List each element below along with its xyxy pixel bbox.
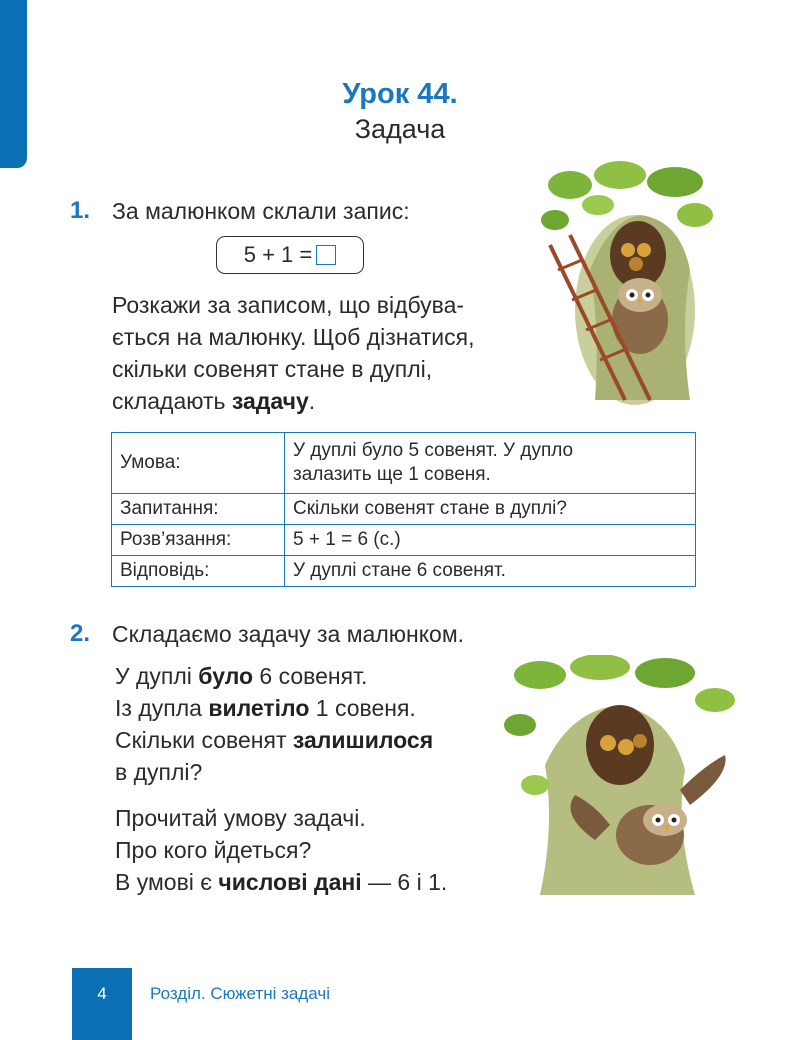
task-2-line-7 (115, 867, 447, 898)
table-label: Умова: (112, 433, 285, 494)
task-table (111, 432, 696, 587)
owl-tree-ladder-icon (540, 160, 715, 405)
table-value-line: залазить ще 1 совеня. (293, 464, 491, 485)
table-value: У дуплі стане 6 совенят. (285, 556, 696, 587)
bold-term: вилетіло (208, 695, 310, 721)
task-1-line-2: ється на малюнку. Щоб дізнатися, (112, 324, 475, 350)
table-row (112, 433, 696, 494)
line-text: У дуплі (115, 663, 199, 689)
line-text: Із дупла (115, 695, 209, 721)
bold-term: залишилося (292, 727, 434, 753)
line-text: В умові є (115, 869, 219, 895)
owl-flying-tree-icon (500, 655, 738, 895)
footer-page-tab (72, 968, 132, 1040)
line-text: — 6 і 1. (361, 869, 448, 895)
table-value-line: У дуплі було 5 совенят. У дупло (293, 440, 574, 461)
line-text: Скільки совенят (115, 727, 293, 753)
task-1-line-4 (112, 386, 315, 417)
task-1-number: 1. (70, 197, 91, 224)
table-value: 5 + 1 = 6 (с.) (285, 525, 696, 556)
table-row (112, 556, 696, 587)
line-text: 6 совенят. (253, 663, 368, 689)
task-2-line-5: Прочитай умову задачі. (115, 805, 366, 831)
task-2-intro: Складаємо задачу за малюнком. (112, 621, 465, 647)
table-label: Розв’язання: (112, 525, 285, 556)
bold-term: було (198, 663, 254, 689)
task-2-line-4: в дуплі? (115, 759, 203, 785)
line-text: . (308, 388, 316, 414)
line-text: 1 совеня. (309, 695, 416, 721)
table-row (112, 494, 696, 525)
task-2-line-1 (115, 661, 367, 692)
line-text: складають (112, 388, 232, 414)
task-1-line-3: скільки совенят стане в дуплі, (112, 356, 433, 382)
table-value: Скільки совенят стане в дуплі? (285, 494, 696, 525)
section-title: Розділ. Сюжетні задачі (150, 984, 330, 1003)
answer-blank (316, 245, 336, 265)
table-value (285, 433, 696, 494)
task-2-line-6: Про кого йдеться? (115, 837, 312, 863)
expression-text: 5 + 1 = (243, 242, 313, 267)
page-number: 4 (97, 984, 107, 1003)
task-2-line-3 (115, 725, 433, 756)
table-label: Відповідь: (112, 556, 285, 587)
expression-box (216, 236, 364, 274)
table-row (112, 525, 696, 556)
task-1-line-1: Розкажи за записом, що відбува- (112, 292, 465, 318)
task-2-line-2 (115, 693, 416, 724)
lesson-title: Урок 44. (342, 78, 458, 110)
table-label: Запитання: (112, 494, 285, 525)
bold-term: числові дані (218, 869, 362, 895)
task-2-number: 2. (70, 620, 91, 647)
bold-term: задачу (231, 388, 309, 414)
lesson-subtitle: Задача (354, 114, 446, 144)
task-1-intro: За малюнком склали запис: (112, 198, 410, 224)
